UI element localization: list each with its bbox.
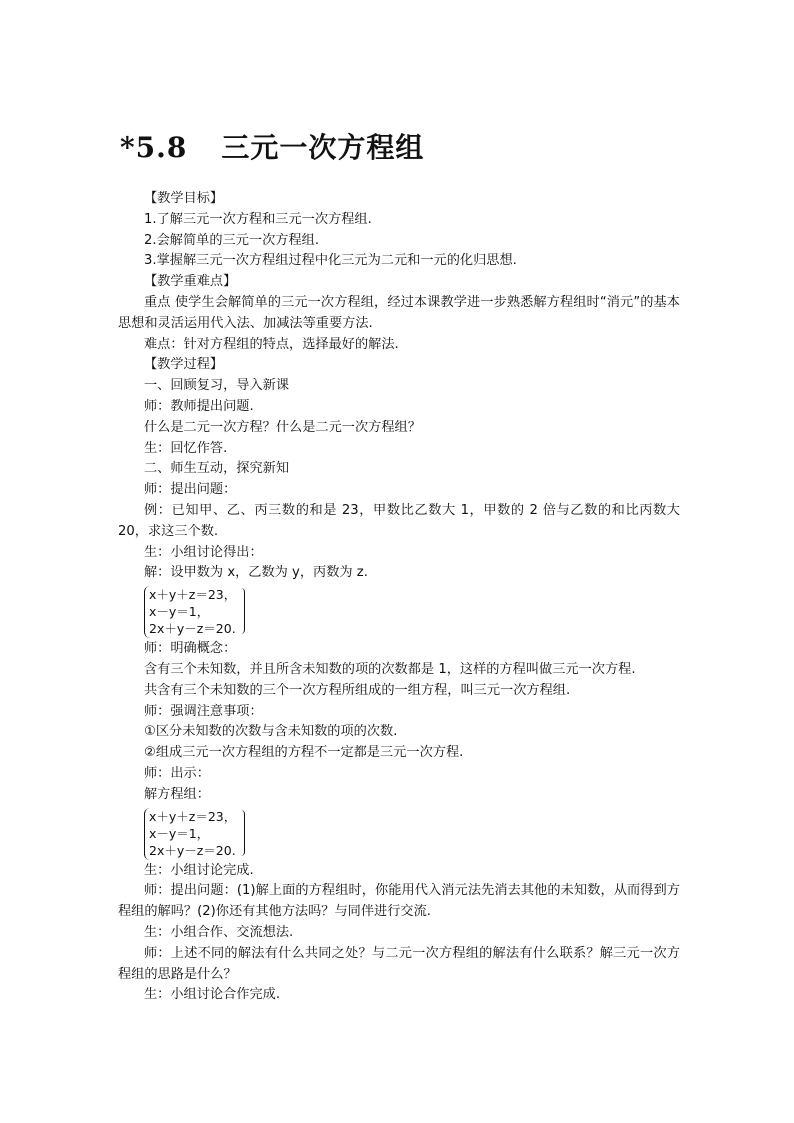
step-2-heading: 二、师生互动，探究新知 xyxy=(144,461,290,477)
heading-process: 【教学过程】 xyxy=(144,357,224,373)
equation: x＋y＋z＝23， xyxy=(149,808,237,824)
paragraph: 什么是二元一次方程？什么是二元一次方程组？ xyxy=(144,419,421,435)
equation: 2x＋y－z＝20. xyxy=(149,842,236,858)
paragraph: 生：回忆作答. xyxy=(144,440,228,456)
section-number: *5.8 xyxy=(120,131,188,164)
section-title xyxy=(120,126,424,166)
step-1-heading: 一、回顾复习，导入新课 xyxy=(144,378,290,394)
right-bracket xyxy=(240,588,245,634)
question-2: 师：上述不同的解法有什么共同之处？与二元一次方程组的解法有什么联系？解三元一次方程组的思路是什么？ xyxy=(118,945,680,982)
objective-3: 3.掌握解三元一次方程组过程中化三元为二元和一元的化归思想. xyxy=(144,253,517,269)
equation: x－y＝1， xyxy=(149,604,210,620)
equation-system-1 xyxy=(144,586,244,639)
paragraph: 师：明确概念： xyxy=(144,641,237,657)
paragraph: 生：小组讨论合作完成. xyxy=(144,987,281,1003)
equation: x＋y＋z＝23， xyxy=(149,587,237,603)
paragraph: 生：小组讨论得出： xyxy=(144,544,263,560)
section-title-text: 三元一次方程组 xyxy=(221,131,425,164)
key-point: 重点 使学生会解简单的三元一次方程组，经过本课教学进一步熟悉解方程组时“消元”的基本思想和灵活运用代入法、加减法等重要方法. xyxy=(118,294,680,331)
paragraph: 解方程组： xyxy=(144,786,210,802)
heading-key-points: 【教学重难点】 xyxy=(144,274,237,290)
paragraph: 师：强调注意事项： xyxy=(144,703,263,719)
paragraph: 师：教师提出问题. xyxy=(144,398,254,414)
paragraph: 生：小组讨论完成. xyxy=(144,862,254,878)
equation: 2x＋y－z＝20. xyxy=(149,621,236,637)
definition-equation: 含有三个未知数，并且所含未知数的项的次数都是 1，这样的方程叫做三元一次方程. xyxy=(144,661,636,677)
equation-system-2 xyxy=(144,808,244,861)
objective-2: 2.会解简单的三元一次方程组. xyxy=(144,232,320,248)
heading-objectives: 【教学目标】 xyxy=(144,191,224,206)
note-2: ②组成三元一次方程组的方程不一定都是三元一次方程. xyxy=(144,745,464,761)
equation: x－y＝1， xyxy=(149,825,210,841)
paragraph: 师：出示： xyxy=(144,765,210,781)
note-1: ①区分未知数的次数与含未知数的项的次数. xyxy=(144,724,398,740)
example-problem: 例：已知甲、乙、丙三数的和是 23，甲数比乙数大 1，甲数的 2 倍与乙数的和比丙数大 20，求这三个数. xyxy=(118,502,680,539)
definition-system: 共含有三个未知数的三个一次方程所组成的一组方程，叫三元一次方程组. xyxy=(144,682,571,698)
paragraph: 生：小组合作、交流想法. xyxy=(144,924,294,940)
difficult-point: 难点：针对方程组的特点，选择最好的解法. xyxy=(144,336,399,352)
objective-1: 1.了解三元一次方程和三元一次方程组. xyxy=(144,211,372,227)
question-1: 师：提出问题：(1)解上面的方程组时，你能用代入消元法先消去其他的未知数，从而得到方程组的解吗？(2)你还有其他方法吗？与同伴进行交流. xyxy=(118,883,680,920)
right-bracket xyxy=(240,810,245,856)
lesson-body xyxy=(118,189,680,1006)
paragraph: 解：设甲数为 x，乙数为 y，丙数为 z. xyxy=(144,565,368,581)
paragraph: 师：提出问题： xyxy=(144,482,237,498)
